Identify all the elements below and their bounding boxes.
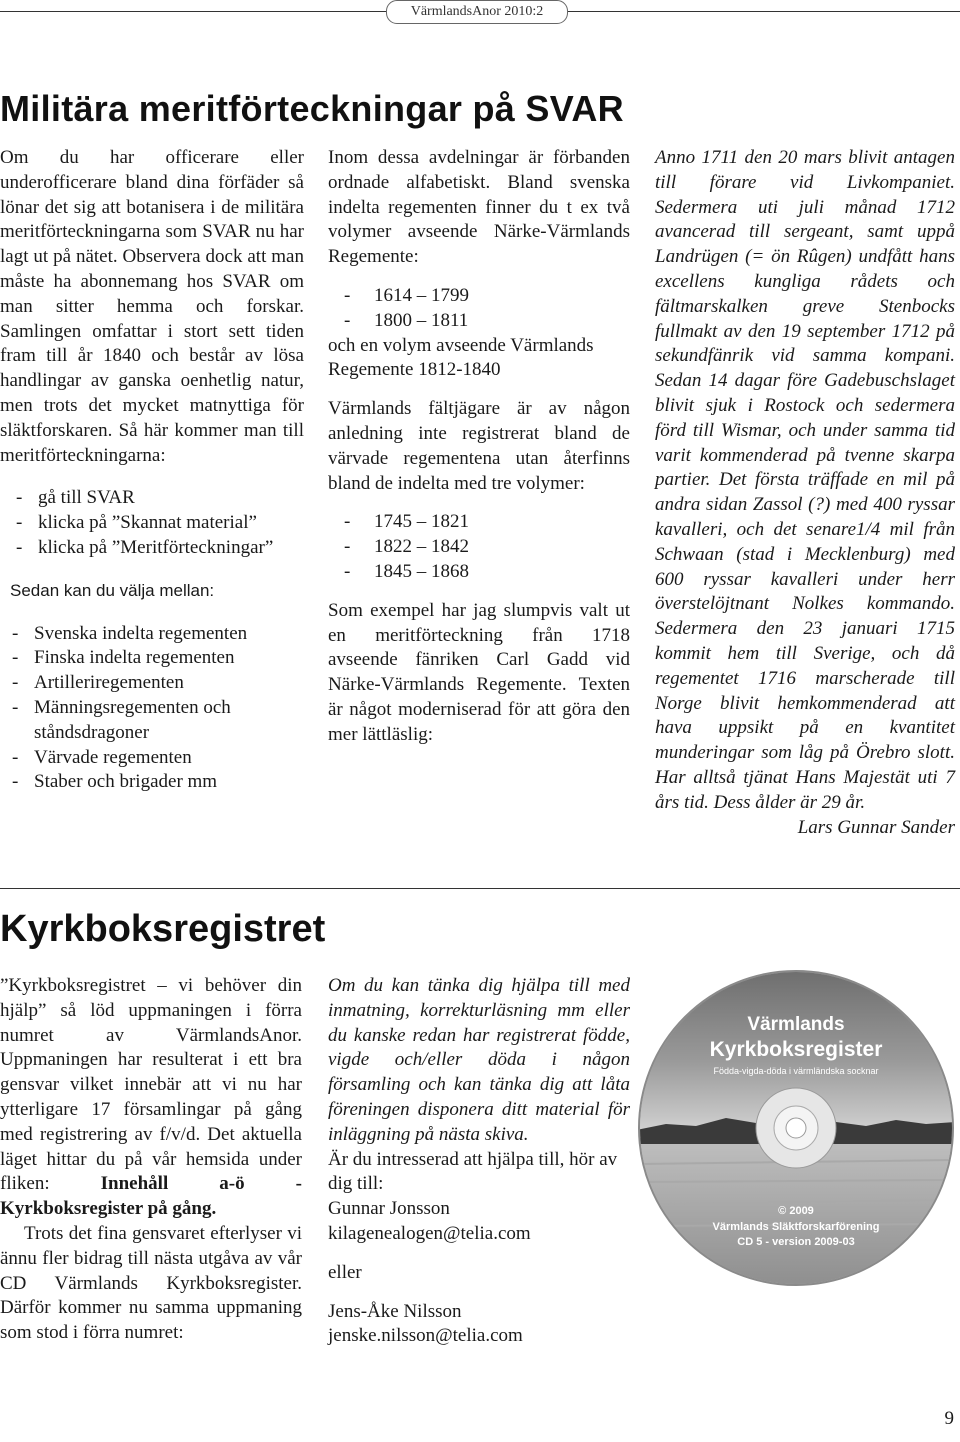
sec1-col2-p2: och en volym avseende Värmlands Regemente 1812-1840 bbox=[328, 334, 594, 381]
list-item: - Artilleriregementen bbox=[10, 671, 304, 696]
sec2-bold-link-text: Innehåll a-ö - Kyrkboksregister på gång. bbox=[0, 1173, 302, 1220]
or-text: eller bbox=[328, 1261, 362, 1283]
contact-name: Jens-Åke Nilsson bbox=[328, 1300, 462, 1322]
list-item: - 1800 – 1811 bbox=[342, 309, 630, 334]
list-item: - Staber och brigader mm bbox=[10, 770, 304, 795]
cd-disc bbox=[636, 968, 956, 1288]
list-item: - 1845 – 1868 bbox=[342, 560, 630, 585]
sec1-column-3 bbox=[655, 146, 955, 840]
cd-version: CD 5 - version 2009-03 bbox=[737, 1236, 855, 1248]
list-item: - klicka på ”Meritförteckningar” bbox=[14, 536, 304, 561]
sec1-column-2 bbox=[328, 146, 630, 748]
sec1-col2-p4: Som exempel har jag slumpvis valt ut en meritförteckning från 1718 avseende fänriken Carl Gadd vid Närke-Värmlands Regemente. Texten är något moderniserad för att göra den mer lättläslig: bbox=[328, 599, 630, 745]
list-item: - Männingsregementen och ståndsdragoner bbox=[10, 696, 304, 746]
author-signature: Lars Gunnar Sander bbox=[797, 816, 955, 838]
list-item: - Värvade regementen bbox=[10, 746, 304, 771]
list-item: - Finska indelta regementen bbox=[10, 646, 304, 671]
sec1-intro: Om du har officerare eller underofficerare bland dina förfäder så lönar det sig att botanisera i de militära meritförteckningarna som SVAR nu har lagt ut på nätet. Observera dock att man måste ha abonnemang hos SVAR om man sitter hemma och forskar. Samlingen omfattar i stort sett tiden fram till år 1840 och består av lösa handlingar av ganska oenhetlig natur, men trots det mycket matnyttiga för släktforskaren. Så här kommer man till meritförteckningarna: bbox=[0, 147, 304, 466]
section-divider bbox=[0, 888, 960, 889]
cd-year: © 2009 bbox=[778, 1205, 814, 1217]
page-number: 9 bbox=[944, 1408, 954, 1429]
steps-list bbox=[14, 486, 304, 560]
periods-list-1 bbox=[342, 284, 630, 334]
contact-email: kilagenealogen@telia.com bbox=[328, 1222, 531, 1244]
list-item: - Svenska indelta regementen bbox=[10, 622, 304, 647]
list-item: - 1745 – 1821 bbox=[342, 510, 630, 535]
cd-subtitle: Födda-vigda-döda i värmländska socknar bbox=[713, 1066, 879, 1076]
cd-org: Värmlands Släktforskarförening bbox=[712, 1221, 880, 1233]
periods-list-2 bbox=[342, 510, 630, 584]
sec2-question: Är du intresserad att hjälpa till, hör av dig till: bbox=[328, 1148, 618, 1195]
list-item: - klicka på ”Skannat material” bbox=[14, 511, 304, 536]
sec1-col2-p1: Inom dessa avdelningar är förbanden ordnade alfabetiskt. Bland svenska indelta regementen finner du t ex två volymer avseende Närke-Värmlands Regemente: bbox=[328, 147, 630, 268]
sec2-column-1 bbox=[0, 974, 302, 1346]
list-item: - 1822 – 1842 bbox=[342, 535, 630, 560]
options-list bbox=[10, 622, 304, 796]
list-item: - gå till SVAR bbox=[14, 486, 304, 511]
cd-title-1: Värmlands bbox=[747, 1014, 845, 1035]
meritforteckning-quote: Anno 1711 den 20 mars blivit antagen till förare vid Livkompaniet. Sedermera uti juli månad 1712 avancerad till sergeant, samt uppå Landrügen (= ön Rûgen) undfått hans excellens kungliga rådets och fältmarskalken greve Stenbocks fullmakt av den 19 september 1712 på sekundfänrik vid samma kompani. Sedan 14 dagar före Gadebuschslaget blivit sjuk i Rostock och sedermera förd till Wismar, och under samma tid varit kommenderad på tvenne skarpa partier. Det första träffade en mil på andra sidan Zassol (?) med 400 ryssar kavalleri, och det senare1/4 mil från Schwaan (stad i Mecklenburg) med 600 ryssar kavalleri under herr överstelöjtnant Nolkes kommando. Sedermera den 23 januari 1715 kommit hem till Sverige, och då regementet 1716 marscherade till Norge blivit hemkommenderad att hava uppsikt på en kvantitet munderingar som låg på Örebro slott. Har alltså tjänat Hans Majestät uti 7 års tid. Dess ålder är 29 år. bbox=[655, 147, 955, 813]
list-item: - 1614 – 1799 bbox=[342, 284, 630, 309]
issue-tag: VärmlandsAnor 2010:2 bbox=[386, 0, 568, 24]
sec2-p1 bbox=[0, 974, 302, 1222]
section-title-military: Militära meritförteckningar på SVAR bbox=[0, 88, 624, 129]
sec1-column-1 bbox=[0, 146, 304, 795]
choose-label: Sedan kan du välja mellan: bbox=[10, 580, 215, 600]
sec1-col2-p3: Värmlands fältjägare är av någon anledning inte registrerat bland de värvade regementena utan återfinns bland de indelta med tre volymer: bbox=[328, 398, 630, 494]
cd-title-2: Kyrkboksregister bbox=[709, 1038, 883, 1061]
section-title-kyrkboks: Kyrkboksregistret bbox=[0, 908, 326, 950]
contact-email: jenske.nilsson@telia.com bbox=[328, 1325, 523, 1347]
sec2-appeal: Om du kan tänka dig hjälpa till med inmatning, korrekturläsning mm eller du kanske redan har registrerat födde, vigde och/eller döda i någon församling och kan tänka dig att låta föreningen disponera ditt material för inläggning på nästa skiva. bbox=[328, 975, 630, 1145]
sec2-p2: Trots det fina gensvaret efterlyser vi ännu fler bidrag till nästa utgåva av vår CD Värmlands Kyrkboksregister. Därför kommer nu samma uppmaning som stod i förra numret: bbox=[0, 1222, 302, 1344]
sec2-p1-text: ”Kyrkboksregistret – vi behöver din hjälp” så löd uppmaningen i förra numret av VärmlandsAnor. Uppmaningen har resulterat i ett bra gensvar vilket innebär att vi nu har ytterligare 17 församlingar på gång med registrering av f/v/d. Det aktuella läget hittar du på vår hemsida under fliken: bbox=[0, 975, 302, 1195]
cd-image bbox=[636, 968, 956, 1288]
sec2-column-2 bbox=[328, 974, 630, 1349]
contact-name: Gunnar Jonsson bbox=[328, 1198, 450, 1220]
